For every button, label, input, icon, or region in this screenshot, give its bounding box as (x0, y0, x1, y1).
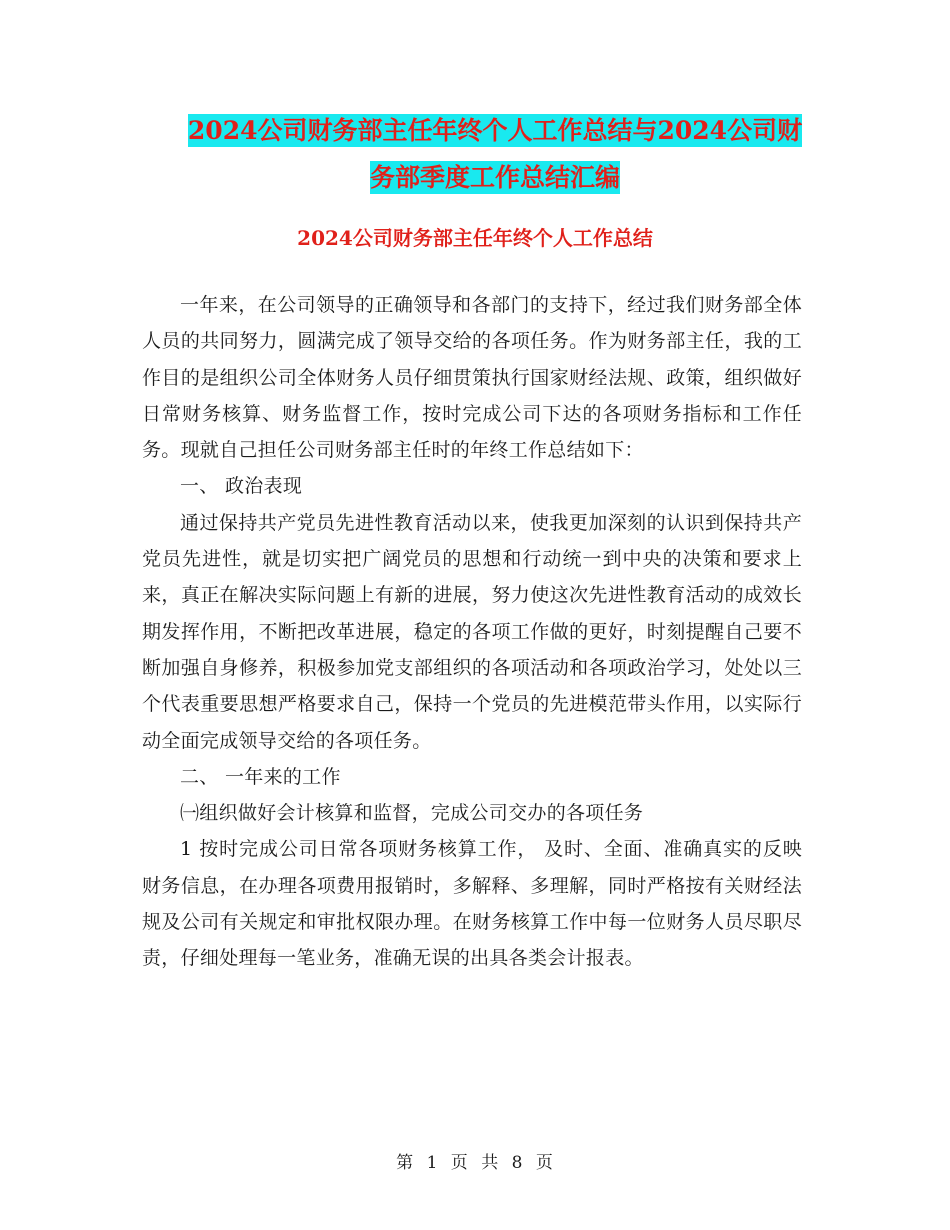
heading-political-performance: 一、 政治表现 (180, 475, 303, 498)
page-footer (0, 1148, 950, 1173)
footer-label-page: 第 (396, 1153, 415, 1173)
footer-total-pages: 8 (511, 1153, 524, 1173)
title-highlight-2: 务部季度工作总结汇编 (369, 163, 620, 192)
section-title: 2024公司财务部主任年终个人工作总结 (297, 226, 653, 250)
document-title-line-2 (120, 153, 870, 203)
footer-current-page: 1 (426, 1153, 439, 1173)
document-title-line-1 (120, 106, 870, 156)
document-body (142, 287, 802, 977)
paragraph-intro: 一年来，在公司领导的正确领导和各部门的支持下，经过我们财务部全体人员的共同努力，圆满完成了领导交给的各项任务。作为财务部主任，我的工作目的是组织公司全体财务人员仔细贯策执行国家财经法规、政策，组织做好日常财务核算、财务监督工作，按时完成公司下达的各项财务指标和工作任务。现就自己担任公司财务部主任时的年终工作总结如下： (142, 294, 802, 462)
footer-label-page-unit: 页 (450, 1153, 469, 1173)
paragraph-political: 通过保持共产党员先进性教育活动以来，使我更加深刻的认识到保持共产党员先进性，就是切实把广阔党员的思想和行动统一到中央的决策和要求上来，真正在解决实际问题上有新的进展，努力使这次先进性教育活动的成效长期发挥作用，不断把改革进展，稳定的各项工作做的更好，时刻提醒自己要不断加强自身修养，积极参加党支部组织的各项活动和各项政治学习，处处以三个代表重要思想严格要求自己，保持一个党员的先进模范带头作用，以实际行动全面完成领导交给的各项任务。 (142, 511, 802, 752)
subheading-accounting: ㈠组织做好会计核算和监督，完成公司交办的各项任务 (180, 802, 644, 825)
paragraph-accounting: 1 按时完成公司日常各项财务核算工作， 及时、全面、准确真实的反映财务信息，在办理各项费用报销时，多解释、多理解，同时严格按有关财经法规及公司有关规定和审批权限办理。在财务核算工作中每一位财务人员尽职尽责，仔细处理每一笔业务，准确无误的出具各类会计报表。 (142, 838, 802, 970)
title-highlight-1: 2024公司财务部主任年终个人工作总结与2024公司财 (187, 116, 803, 145)
footer-label-total-unit: 页 (535, 1153, 554, 1173)
heading-year-work: 二、 一年来的工作 (180, 765, 341, 788)
footer-label-total: 共 (481, 1153, 500, 1173)
